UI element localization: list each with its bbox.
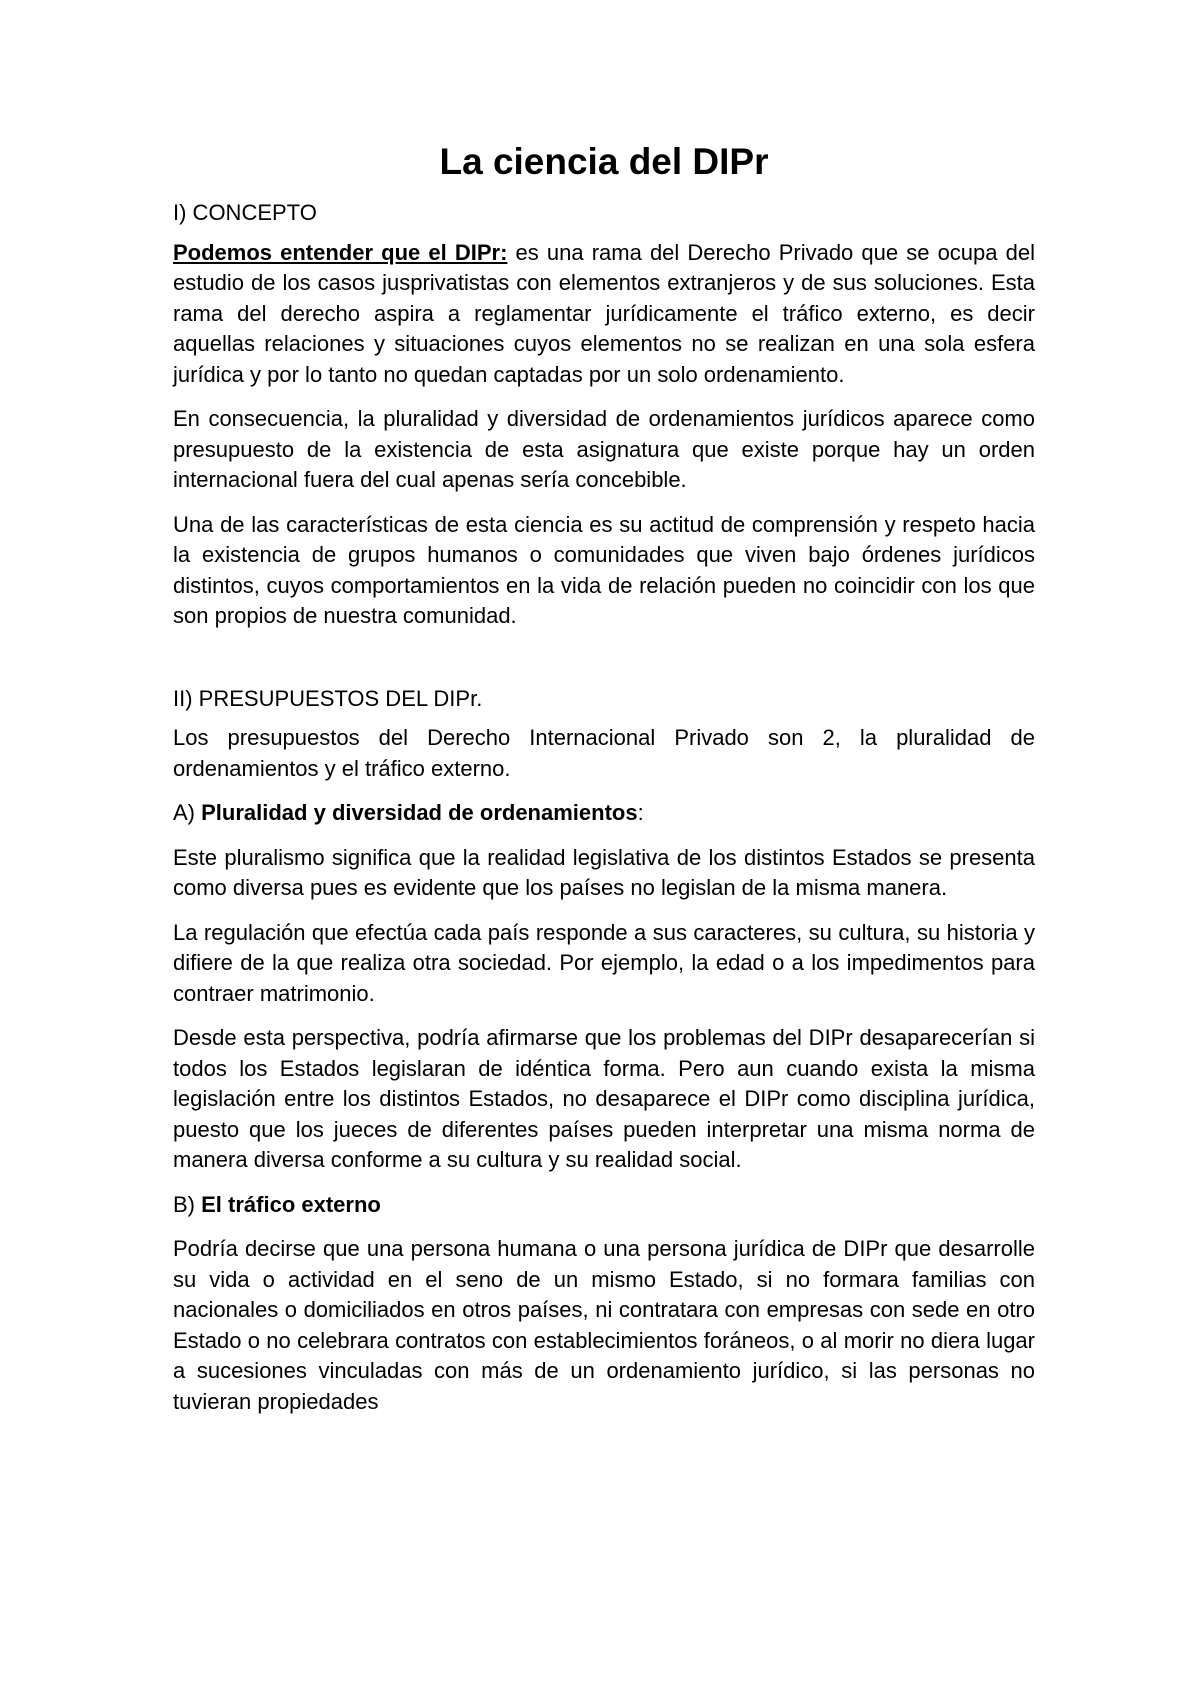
subheading-pluralidad: [173, 798, 1035, 829]
subheading-a-title: Pluralidad y diversidad de ordenamientos: [201, 800, 638, 825]
paragraph-definition: [173, 238, 1035, 391]
definition-lead: Podemos entender que el DIPr:: [173, 239, 508, 265]
document-page: [173, 140, 1035, 1431]
subheading-a-prefix: A): [173, 800, 202, 825]
subheading-a-suffix: :: [637, 800, 644, 825]
paragraph-consecuencia: En consecuencia, la pluralidad y diversidad de ordenamientos jurídicos aparece como presupuesto de la existencia de esta asignatura que existe porque hay un orden internacional fuera del cual apenas sería concebible.: [173, 406, 1035, 492]
subheading-b-prefix: B): [173, 1191, 202, 1217]
document-title: La ciencia del DIPr: [439, 141, 769, 182]
subheading-b-title: El tráfico externo: [201, 1191, 381, 1217]
section-spacer: [173, 646, 1035, 684]
section-heading-presupuestos: II) PRESUPUESTOS DEL DIPr.: [173, 685, 483, 711]
paragraph-trafico: Podría decirse que una persona humana o una persona jurídica de DIPr que desarrolle su vida o actividad en el seno de un mismo Estado, si no formara familias con nacionales o domiciliados en otros países, ni contratara con empresas con sede en otro Estado o no celebrara contratos con establecimientos foráneos, o al morir no diera lugar a sucesiones vinculadas con más de un ordenamiento jurídico, si las personas no tuvieran propiedades: [173, 1236, 1035, 1414]
paragraph-regulacion: La regulación que efectúa cada país responde a sus caracteres, su cultura, su historia y difiere de la que realiza otra sociedad. Por ejemplo, la edad o a los impedimentos para contraer matrimonio.: [173, 919, 1035, 1006]
paragraph-presupuestos-intro: Los presupuestos del Derecho Internacional Privado son 2, la pluralidad de ordenamientos y el tráfico externo.: [173, 725, 1035, 781]
paragraph-caracteristicas: Una de las características de esta ciencia es su actitud de comprensión y respeto hacia la existencia de grupos humanos o comunidades que viven bajo órdenes jurídicos distintos, cuyos comportamientos en la vida de relación pueden no coincidir con los que son propios de nuestra comunidad.: [173, 511, 1035, 628]
section-heading-concepto: I) CONCEPTO: [173, 200, 317, 225]
paragraph-pluralismo: Este pluralismo significa que la realidad legislativa de los distintos Estados se presenta como diversa pues es evidente que los países no legislan de la misma manera.: [173, 844, 1035, 900]
definition-text: es una rama del Derecho Privado que se ocupa del estudio de los casos jusprivatistas con elementos extranjeros y de sus soluciones. Esta rama del derecho aspira a reglamentar jurídicamente el tráfico externo, es decir aquellas relaciones y situaciones cuyos elementos no se realizan en una sola esfera jurídica y por lo tanto no quedan captadas por un solo ordenamiento.: [173, 239, 1035, 387]
subheading-trafico: [173, 1190, 1035, 1221]
paragraph-perspectiva: Desde esta perspectiva, podría afirmarse que los problemas del DIPr desaparecerían si todos los Estados legislaran de idéntica forma. Pero aun cuando exista la misma legislación entre los distintos Estados, no desaparece el DIPr como disciplina jurídica, puesto que los jueces de diferentes países pueden interpretar una misma norma de manera diversa conforme a su cultura y su realidad social.: [173, 1025, 1035, 1172]
